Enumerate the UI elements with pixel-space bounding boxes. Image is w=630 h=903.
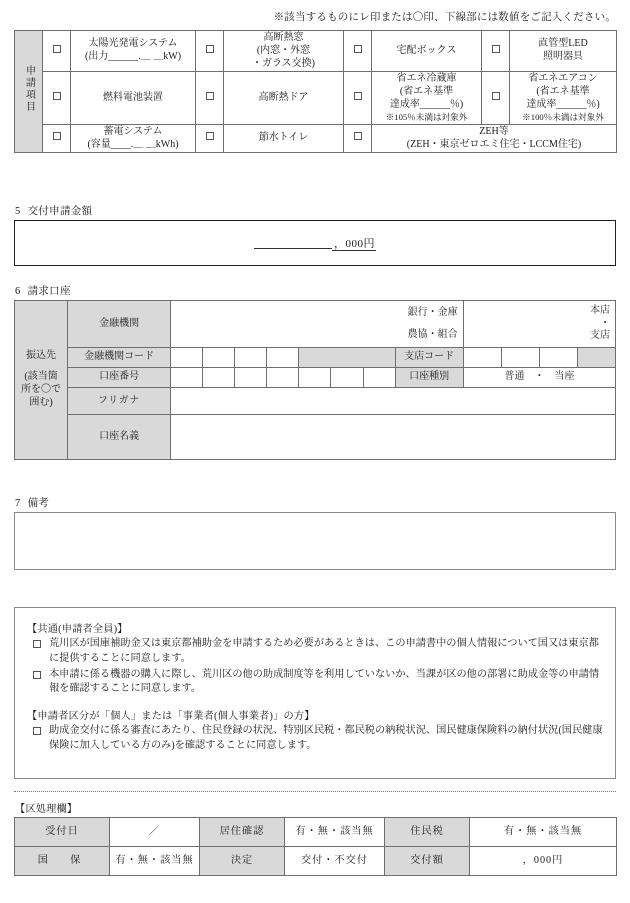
institution-code-filler [299, 348, 395, 368]
checkbox-icon[interactable] [206, 45, 214, 53]
item-label-toilet: 節水トイレ [224, 124, 344, 153]
admin-value-national-insurance[interactable]: 有・無・該当無 [110, 847, 200, 876]
account-number-digit[interactable] [363, 368, 395, 388]
account-number-label: 口座番号 [68, 368, 171, 388]
account-number-digit[interactable] [235, 368, 267, 388]
checkbox-cell-fridge[interactable] [344, 72, 372, 124]
item-label-aircon: 省エネエアコン (省エネ基準 達成率______％) ※100％未満は対象外 [510, 72, 617, 124]
item-label-window: 高断熱窓 (内窓・外窓 ・ガラス交換) [224, 31, 344, 72]
grant-amount-section [0, 203, 630, 266]
admin-section-title: 【区処理欄】 [15, 804, 78, 815]
account-number-digit[interactable] [203, 368, 235, 388]
admin-label-national-insurance: 国 保 [15, 847, 110, 876]
item-label-battery: 蓄電システム (容量____.＿ ＿kWh) [71, 124, 196, 153]
item-label-door: 高断熱ドア [224, 72, 344, 124]
institution-code-digit[interactable] [235, 348, 267, 368]
checkbox-icon[interactable] [206, 92, 214, 100]
application-items-section [14, 30, 616, 153]
branch-name-input[interactable]: 本店 ・ 支店 [463, 301, 615, 348]
item-label-zeh: ZEH等 (ZEH・東京ゼロエミ住宅・LCCM住宅) [372, 124, 617, 153]
items-vertical-label: 申請項目 [15, 31, 43, 153]
account-type-options[interactable]: 普通 ・ 当座 [463, 368, 615, 388]
table-row [15, 818, 617, 847]
institution-code-digit[interactable] [203, 348, 235, 368]
branch-code-label: 支店コード [395, 348, 463, 368]
grant-amount-box[interactable] [14, 220, 616, 266]
table-row [15, 348, 616, 368]
account-number-digit[interactable] [267, 368, 299, 388]
branch-code-digit[interactable] [539, 348, 577, 368]
checkbox-icon[interactable] [33, 671, 41, 679]
admin-label-decision: 決定 [200, 847, 285, 876]
furigana-input[interactable] [171, 388, 616, 415]
admin-processing-section [0, 800, 630, 876]
institution-code-label: 金融機関コード [68, 348, 171, 368]
section7-label: 7 備考 [15, 498, 50, 509]
checkbox-icon[interactable] [492, 45, 500, 53]
admin-label-resident-tax: 住民税 [385, 818, 470, 847]
item-label-solar: 太陽光発電システム (出力______.＿ ＿kW) [71, 31, 196, 72]
checkbox-icon[interactable] [53, 132, 61, 140]
spacer [27, 698, 603, 707]
checkbox-cell-door[interactable] [196, 72, 224, 124]
consent-item-text: 荒川区が国庫補助金又は東京都補助金を申請するため必要があるときは、この申請書中の個人情報について国又は東京都に提供することに同意します。 [49, 638, 599, 664]
consent-group1-heading: 【共通(申請者全員)】 [27, 624, 128, 635]
admin-label-grant-amount: 交付額 [385, 847, 470, 876]
grant-amount-input[interactable] [254, 236, 332, 249]
account-name-input[interactable] [171, 415, 616, 460]
admin-processing-table [14, 817, 617, 876]
institution-label: 金融機関 [68, 301, 171, 348]
remarks-input[interactable] [14, 512, 616, 570]
admin-value-receipt-date[interactable]: ／ [110, 818, 200, 847]
account-number-digit[interactable] [331, 368, 363, 388]
checkbox-cell[interactable] [27, 637, 49, 667]
table-row [15, 124, 617, 153]
branch-code-filler [577, 348, 615, 368]
admin-value-decision[interactable]: 交付・不交付 [285, 847, 385, 876]
table-row [15, 847, 617, 876]
consent-group2-heading: 【申請者区分が「個人」または「事業者(個人事業者)」の方】 [27, 711, 315, 723]
item-label-fuelcell: 燃料電池装置 [71, 72, 196, 124]
checkbox-cell-toilet[interactable] [196, 124, 224, 153]
institution-name-input[interactable]: 銀行・金庫 農協・組合 [171, 301, 463, 348]
admin-label-residency-check: 居住確認 [200, 818, 285, 847]
consent-item-text: 助成金交付に係る審査にあたり、住民登録の状況、特別区民税・都民税の納税状況、国民健康保険料の納付状況(国民健康保険に加入している方のみ)を確認することに同意します。 [49, 725, 603, 751]
bank-account-section [0, 283, 630, 460]
header-note: ※該当するものにレ印または〇印、下線部には数値をご記入ください。 [273, 12, 616, 23]
item-label-fridge: 省エネ冷蔵庫 (省エネ基準 達成率______％) ※105％未満は対象外 [372, 72, 482, 124]
checkbox-cell-led[interactable] [482, 31, 510, 72]
checkbox-cell-battery[interactable] [43, 124, 71, 153]
checkbox-icon[interactable] [354, 92, 362, 100]
transfer-destination-label: 振込先 (該当箇 所を〇で 囲む) [15, 301, 68, 460]
checkbox-icon[interactable] [206, 132, 214, 140]
checkbox-cell-solar[interactable] [43, 31, 71, 72]
account-number-digit[interactable] [299, 368, 331, 388]
consent-item[interactable] [27, 668, 603, 698]
account-type-label: 口座種別 [395, 368, 463, 388]
account-name-label: 口座名義 [68, 415, 171, 460]
admin-value-grant-amount[interactable]: ，000円 [470, 847, 617, 876]
checkbox-icon[interactable] [33, 640, 41, 648]
branch-code-digit[interactable] [501, 348, 539, 368]
table-row [15, 415, 616, 460]
table-row [15, 72, 617, 124]
table-row [15, 301, 616, 348]
remarks-section [0, 495, 630, 570]
checkbox-icon[interactable] [53, 92, 61, 100]
checkbox-cell-window[interactable] [196, 31, 224, 72]
checkbox-cell[interactable] [27, 724, 49, 754]
item-label-led: 直管型LED 照明器具 [510, 31, 617, 72]
admin-value-resident-tax[interactable]: 有・無・該当無 [470, 818, 617, 847]
application-items-table [14, 30, 617, 153]
consent-box [14, 607, 616, 779]
checkbox-icon[interactable] [492, 92, 500, 100]
account-number-digit[interactable] [171, 368, 203, 388]
checkbox-icon[interactable] [354, 132, 362, 140]
grant-amount-value-row [254, 235, 376, 251]
section5-label: 5 交付申請金額 [15, 206, 93, 217]
branch-code-digit[interactable] [463, 348, 501, 368]
checkbox-icon[interactable] [354, 45, 362, 53]
table-row [15, 388, 616, 415]
section6-label: 6 請求口座 [15, 286, 71, 297]
checkbox-cell-delivery-box[interactable] [344, 31, 372, 72]
consent-item-text: 本申請に係る機器の購入に際し、荒川区の他の助成制度等を利用していないか、当課が区の他の部署に助成金等の申請情報を確認することに同意します。 [49, 668, 600, 695]
checkbox-icon[interactable] [33, 727, 41, 735]
consent-item[interactable] [27, 724, 603, 754]
checkbox-cell[interactable] [27, 668, 49, 698]
institution-code-digit[interactable] [267, 348, 299, 368]
checkbox-cell-zeh[interactable] [344, 124, 372, 153]
section-divider [14, 791, 616, 792]
checkbox-cell-aircon[interactable] [482, 72, 510, 124]
grant-amount-suffix: ，000円 [334, 238, 375, 250]
item-label-delivery-box: 宅配ボックス [372, 31, 482, 72]
table-row [15, 368, 616, 388]
furigana-label: フリガナ [68, 388, 171, 415]
consent-item[interactable] [27, 637, 603, 667]
institution-code-digit[interactable] [171, 348, 203, 368]
bank-account-table [14, 300, 616, 460]
checkbox-cell-fuelcell[interactable] [43, 72, 71, 124]
admin-label-receipt-date: 受付日 [15, 818, 110, 847]
checkbox-icon[interactable] [53, 45, 61, 53]
admin-value-residency-check[interactable]: 有・無・該当無 [285, 818, 385, 847]
table-row [15, 31, 617, 72]
